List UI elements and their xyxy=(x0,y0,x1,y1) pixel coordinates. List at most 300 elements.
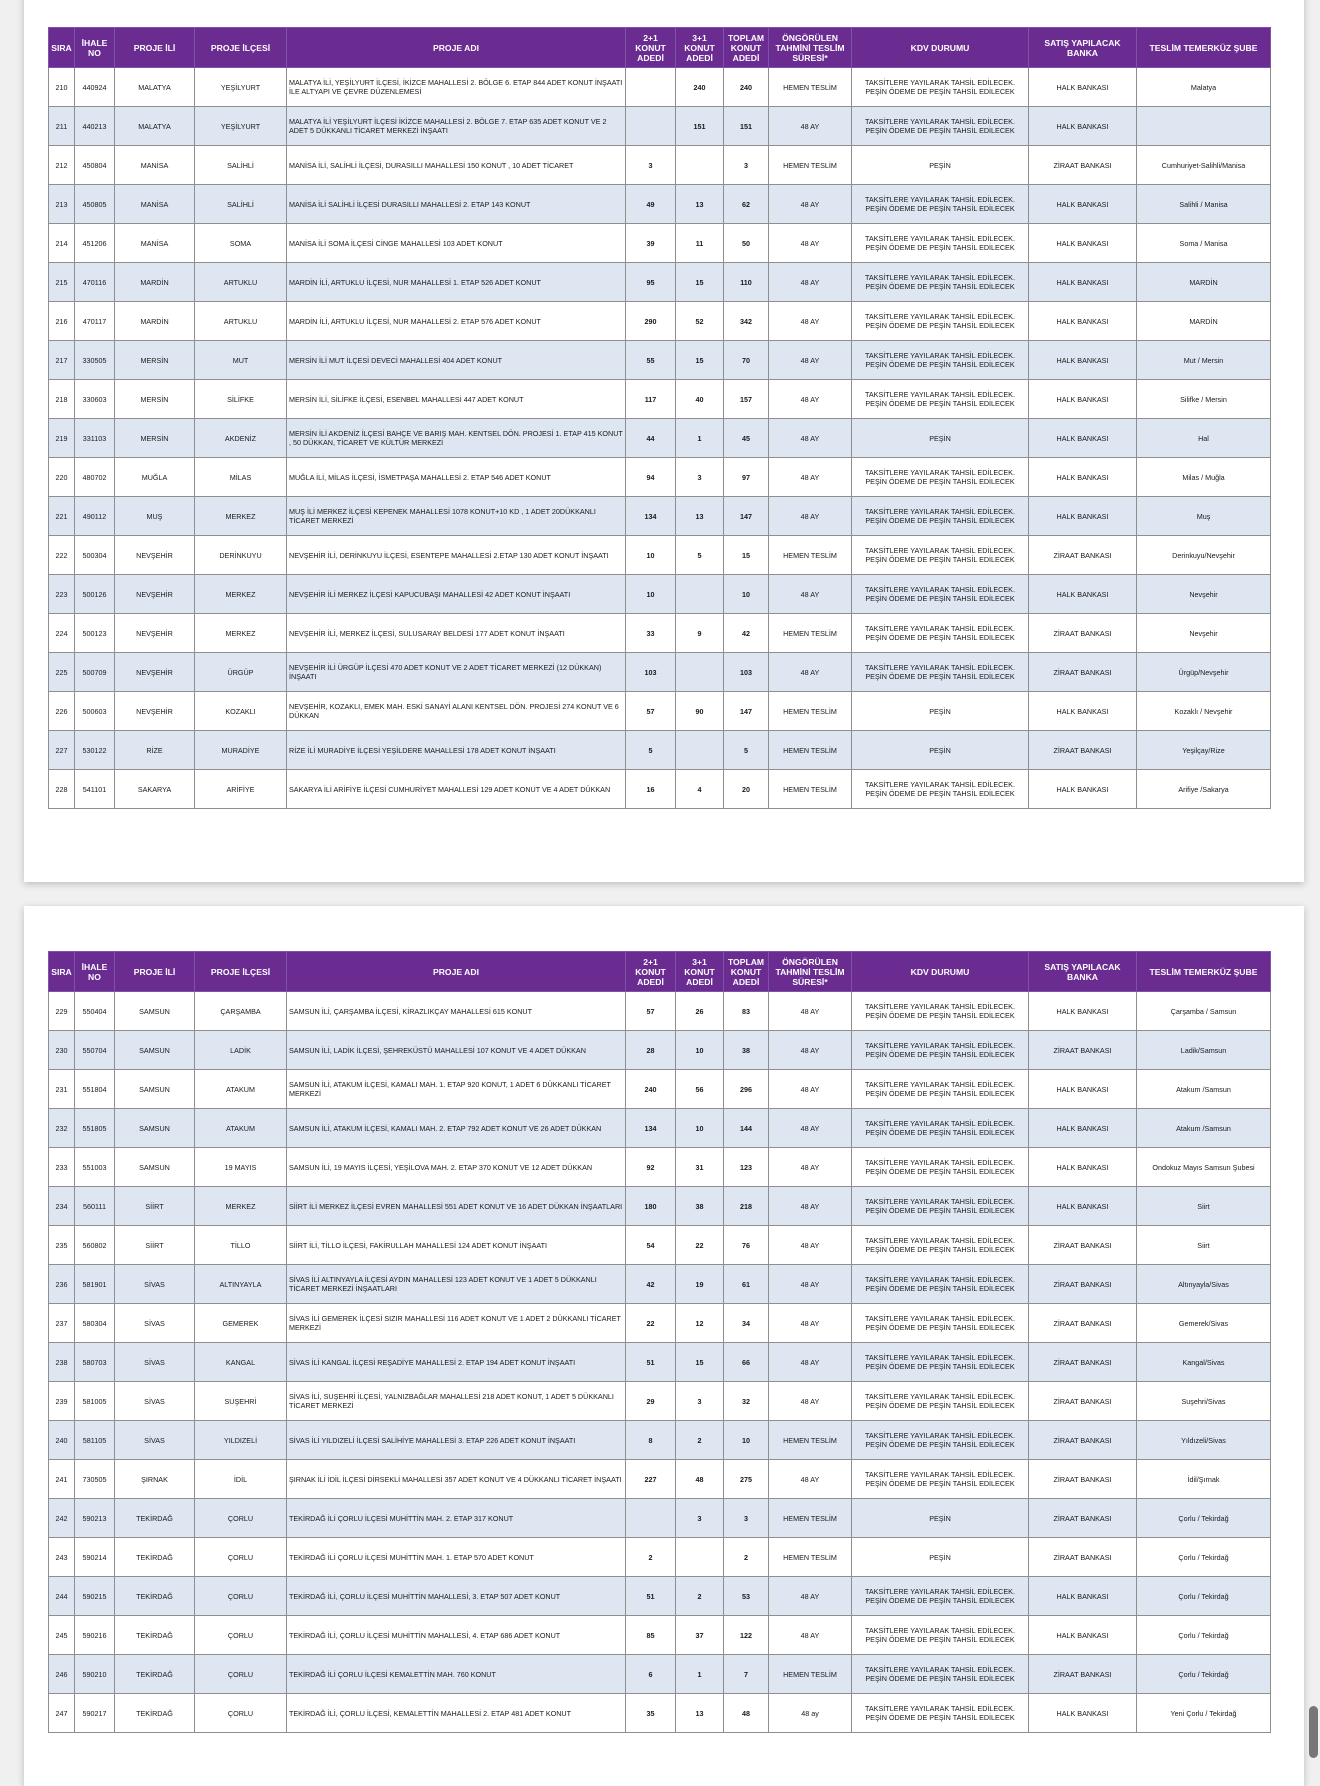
cell-proje-ili: SİVAS xyxy=(115,1343,195,1382)
cell-konut-2plus1: 92 xyxy=(626,1148,676,1187)
cell-banka: HALK BANKASI xyxy=(1029,770,1137,809)
cell-toplam-konut: 53 xyxy=(724,1577,769,1616)
cell-teslim-sube xyxy=(1137,107,1271,146)
cell-proje-ili: MARDİN xyxy=(115,263,195,302)
cell-teslim-sube: Cumhuriyet-Salihli/Manisa xyxy=(1137,146,1271,185)
cell-teslim-suresi: 48 AY xyxy=(769,992,852,1031)
cell-ihale-no: 500123 xyxy=(75,614,115,653)
cell-kdv-durumu: TAKSİTLERE YAYILARAK TAHSİL EDİLECEK. PEŞİN ÖDEME DE PEŞİN TAHSİL EDİLECEK xyxy=(852,1382,1029,1421)
cell-teslim-sube: Altınyayla/Sivas xyxy=(1137,1265,1271,1304)
cell-teslim-suresi: 48 AY xyxy=(769,1109,852,1148)
project-table-1 xyxy=(48,27,1271,809)
cell-konut-3plus1: 11 xyxy=(676,224,724,263)
cell-teslim-sube: Yıldızeli/Sivas xyxy=(1137,1421,1271,1460)
cell-konut-2plus1: 54 xyxy=(626,1226,676,1265)
cell-kdv-durumu: PEŞİN xyxy=(852,146,1029,185)
cell-teslim-suresi: HEMEN TESLİM xyxy=(769,692,852,731)
cell-sira: 210 xyxy=(49,68,75,107)
cell-kdv-durumu: TAKSİTLERE YAYILARAK TAHSİL EDİLECEK. PEŞİN ÖDEME DE PEŞİN TAHSİL EDİLECEK xyxy=(852,1031,1029,1070)
cell-konut-2plus1: 103 xyxy=(626,653,676,692)
table-row xyxy=(49,146,1271,185)
cell-ihale-no: 440213 xyxy=(75,107,115,146)
cell-ihale-no: 590217 xyxy=(75,1694,115,1733)
cell-proje-ili: MUŞ xyxy=(115,497,195,536)
table-body-1 xyxy=(49,68,1271,809)
cell-proje-ili: SİVAS xyxy=(115,1304,195,1343)
cell-teslim-suresi: 48 AY xyxy=(769,1382,852,1421)
cell-proje-ilcesi: ÇORLU xyxy=(195,1538,287,1577)
table-row xyxy=(49,1382,1271,1421)
cell-sira: 233 xyxy=(49,1148,75,1187)
cell-teslim-suresi: HEMEN TESLİM xyxy=(769,146,852,185)
cell-teslim-sube: Çarşamba / Samsun xyxy=(1137,992,1271,1031)
cell-sira: 213 xyxy=(49,185,75,224)
cell-konut-3plus1: 31 xyxy=(676,1148,724,1187)
cell-teslim-sube: Milas / Muğla xyxy=(1137,458,1271,497)
cell-teslim-sube: Çorlu / Tekirdağ xyxy=(1137,1499,1271,1538)
cell-sira: 231 xyxy=(49,1070,75,1109)
cell-konut-2plus1: 55 xyxy=(626,341,676,380)
cell-teslim-sube: Çorlu / Tekirdağ xyxy=(1137,1577,1271,1616)
header-proje-ilcesi: PROJE İLÇESİ xyxy=(195,952,287,992)
cell-kdv-durumu: TAKSİTLERE YAYILARAK TAHSİL EDİLECEK. PEŞİN ÖDEME DE PEŞİN TAHSİL EDİLECEK xyxy=(852,185,1029,224)
table-row xyxy=(49,992,1271,1031)
cell-konut-3plus1: 13 xyxy=(676,497,724,536)
cell-teslim-suresi: 48 AY xyxy=(769,1187,852,1226)
cell-konut-2plus1: 42 xyxy=(626,1265,676,1304)
cell-proje-ilcesi: ÇARŞAMBA xyxy=(195,992,287,1031)
cell-ihale-no: 551804 xyxy=(75,1070,115,1109)
cell-proje-adi: SİVAS İLİ GEMEREK İLÇESİ SIZIR MAHALLESİ 116 ADET KONUT VE 1 ADET 2 DÜKKANLI TİCARET MERKEZİ xyxy=(287,1304,626,1343)
header-ihale-no: İHALE NO xyxy=(75,28,115,68)
cell-toplam-konut: 2 xyxy=(724,1538,769,1577)
cell-proje-adi: MARDİN İLİ, ARTUKLU İLÇESİ, NUR MAHALLESİ 2. ETAP 576 ADET KONUT xyxy=(287,302,626,341)
cell-teslim-suresi: 48 AY xyxy=(769,419,852,458)
cell-proje-adi: MALATYA İLİ YEŞİLYURT İLÇESİ İKİZCE MAHALLESİ 2. BÖLGE 7. ETAP 635 ADET KONUT VE 2 ADET 5 DÜKKANLI TİCARET MERKEZİ İNŞAATI xyxy=(287,107,626,146)
cell-proje-adi: NEVŞEHİR İLİ, MERKEZ İLÇESİ, SULUSARAY BELDESİ 177 ADET KONUT İNŞAATI xyxy=(287,614,626,653)
table-row xyxy=(49,575,1271,614)
cell-konut-3plus1: 22 xyxy=(676,1226,724,1265)
cell-konut-3plus1: 38 xyxy=(676,1187,724,1226)
cell-teslim-sube: Nevşehir xyxy=(1137,575,1271,614)
cell-konut-3plus1: 4 xyxy=(676,770,724,809)
cell-konut-3plus1: 56 xyxy=(676,1070,724,1109)
cell-teslim-sube: MARDİN xyxy=(1137,302,1271,341)
cell-kdv-durumu: TAKSİTLERE YAYILARAK TAHSİL EDİLECEK. PEŞİN ÖDEME DE PEŞİN TAHSİL EDİLECEK xyxy=(852,653,1029,692)
cell-proje-ili: NEVŞEHİR xyxy=(115,692,195,731)
cell-proje-adi: TEKİRDAĞ İLİ, ÇORLU İLÇESİ MUHİTTİN MAHALLESİ, 4. ETAP 686 ADET KONUT xyxy=(287,1616,626,1655)
cell-teslim-sube: Ondokuz Mayıs Samsun Şubesi xyxy=(1137,1148,1271,1187)
cell-teslim-suresi: 48 AY xyxy=(769,1304,852,1343)
cell-toplam-konut: 42 xyxy=(724,614,769,653)
cell-proje-adi: MERSİN İLİ MUT İLÇESİ DEVECİ MAHALLESİ 404 ADET KONUT xyxy=(287,341,626,380)
cell-sira: 219 xyxy=(49,419,75,458)
cell-teslim-suresi: HEMEN TESLİM xyxy=(769,536,852,575)
cell-ihale-no: 331103 xyxy=(75,419,115,458)
cell-teslim-sube: Kangal/Sivas xyxy=(1137,1343,1271,1382)
cell-proje-ili: MANİSA xyxy=(115,185,195,224)
cell-konut-2plus1 xyxy=(626,1499,676,1538)
header-2plus1: 2+1 KONUT ADEDİ xyxy=(626,952,676,992)
cell-proje-ilcesi: ÜRGÜP xyxy=(195,653,287,692)
cell-konut-2plus1: 5 xyxy=(626,731,676,770)
cell-proje-adi: SİVAS İLİ YILDIZELİ İLÇESİ SALİHİYE MAHALLESİ 3. ETAP 226 ADET KONUT İNŞAATI xyxy=(287,1421,626,1460)
table-row xyxy=(49,1031,1271,1070)
cell-proje-adi: NEVŞEHİR, KOZAKLI, EMEK MAH. ESKİ SANAYİ ALANI KENTSEL DÖN. PROJESİ 274 KONUT VE 6 DÜKKAN xyxy=(287,692,626,731)
cell-ihale-no: 730505 xyxy=(75,1460,115,1499)
header-banka: SATIŞ YAPILACAK BANKA xyxy=(1029,28,1137,68)
cell-proje-adi: TEKİRDAĞ İLİ ÇORLU İLÇESİ MUHİTTİN MAH. 2. ETAP 317 KONUT xyxy=(287,1499,626,1538)
document-page-1 xyxy=(24,0,1304,882)
cell-konut-2plus1: 39 xyxy=(626,224,676,263)
cell-proje-ili: MERSİN xyxy=(115,341,195,380)
cell-proje-adi: RİZE İLİ MURADİYE İLÇESİ YEŞİLDERE MAHALLESİ 178 ADET KONUT İNŞAATI xyxy=(287,731,626,770)
table-row xyxy=(49,224,1271,263)
cell-teslim-suresi: 48 AY xyxy=(769,653,852,692)
header-ihale-no: İHALE NO xyxy=(75,952,115,992)
cell-ihale-no: 580304 xyxy=(75,1304,115,1343)
cell-kdv-durumu: PEŞİN xyxy=(852,1499,1029,1538)
cell-konut-2plus1 xyxy=(626,107,676,146)
cell-kdv-durumu: TAKSİTLERE YAYILARAK TAHSİL EDİLECEK. PEŞİN ÖDEME DE PEŞİN TAHSİL EDİLECEK xyxy=(852,770,1029,809)
cell-teslim-sube: Atakum /Samsun xyxy=(1137,1070,1271,1109)
cell-ihale-no: 530122 xyxy=(75,731,115,770)
cell-proje-adi: MUŞ İLİ MERKEZ İLÇESİ KEPENEK MAHALLESİ 1078 KONUT+10 KD , 1 ADET 20DÜKKANLI TİCARET MERKEZİ xyxy=(287,497,626,536)
cell-teslim-suresi: 48 AY xyxy=(769,107,852,146)
cell-proje-ili: MALATYA xyxy=(115,68,195,107)
cell-konut-2plus1: 10 xyxy=(626,575,676,614)
cell-proje-ilcesi: MERKEZ xyxy=(195,575,287,614)
cell-teslim-suresi: 48 AY xyxy=(769,1460,852,1499)
header-proje-ilcesi: PROJE İLÇESİ xyxy=(195,28,287,68)
cell-konut-3plus1: 15 xyxy=(676,1343,724,1382)
cell-ihale-no: 470117 xyxy=(75,302,115,341)
cell-teslim-suresi: HEMEN TESLİM xyxy=(769,731,852,770)
cell-teslim-sube: Ladik/Samsun xyxy=(1137,1031,1271,1070)
cell-teslim-suresi: HEMEN TESLİM xyxy=(769,1421,852,1460)
cell-kdv-durumu: PEŞİN xyxy=(852,419,1029,458)
cell-toplam-konut: 7 xyxy=(724,1655,769,1694)
cell-proje-ili: SAMSUN xyxy=(115,1070,195,1109)
cell-teslim-sube: Muş xyxy=(1137,497,1271,536)
cell-banka: HALK BANKASI xyxy=(1029,1148,1137,1187)
cell-proje-ilcesi: MUT xyxy=(195,341,287,380)
cell-proje-ilcesi: TİLLO xyxy=(195,1226,287,1265)
cell-proje-ilcesi: SUŞEHRİ xyxy=(195,1382,287,1421)
table-row xyxy=(49,1694,1271,1733)
cell-konut-3plus1: 3 xyxy=(676,1499,724,1538)
cell-banka: HALK BANKASI xyxy=(1029,458,1137,497)
cell-ihale-no: 581901 xyxy=(75,1265,115,1304)
cell-proje-ilcesi: MİLAS xyxy=(195,458,287,497)
cell-proje-ilcesi: MERKEZ xyxy=(195,614,287,653)
cell-kdv-durumu: TAKSİTLERE YAYILARAK TAHSİL EDİLECEK. PEŞİN ÖDEME DE PEŞİN TAHSİL EDİLECEK xyxy=(852,107,1029,146)
cell-proje-adi: MANİSA İLİ SOMA İLÇESİ CİNGE MAHALLESİ 103 ADET KONUT xyxy=(287,224,626,263)
cell-teslim-suresi: 48 AY xyxy=(769,380,852,419)
cell-sira: 243 xyxy=(49,1538,75,1577)
cell-teslim-sube: Kozaklı / Nevşehir xyxy=(1137,692,1271,731)
table-row xyxy=(49,1655,1271,1694)
cell-proje-ilcesi: ARTUKLU xyxy=(195,302,287,341)
cell-sira: 226 xyxy=(49,692,75,731)
cell-sira: 225 xyxy=(49,653,75,692)
cell-teslim-sube: Derinkuyu/Nevşehir xyxy=(1137,536,1271,575)
cell-konut-2plus1: 49 xyxy=(626,185,676,224)
cell-teslim-sube: Yeşilçay/Rize xyxy=(1137,731,1271,770)
cell-proje-ili: RİZE xyxy=(115,731,195,770)
cell-sira: 224 xyxy=(49,614,75,653)
cell-toplam-konut: 123 xyxy=(724,1148,769,1187)
table-row xyxy=(49,1265,1271,1304)
cell-konut-2plus1: 180 xyxy=(626,1187,676,1226)
table-row xyxy=(49,1616,1271,1655)
cell-teslim-suresi: 48 AY xyxy=(769,1070,852,1109)
cell-proje-ili: NEVŞEHİR xyxy=(115,536,195,575)
cell-konut-2plus1: 2 xyxy=(626,1538,676,1577)
cell-toplam-konut: 83 xyxy=(724,992,769,1031)
cell-teslim-suresi: 48 AY xyxy=(769,497,852,536)
cell-sira: 223 xyxy=(49,575,75,614)
cell-konut-2plus1: 94 xyxy=(626,458,676,497)
cell-teslim-sube: Çorlu / Tekirdağ xyxy=(1137,1538,1271,1577)
cell-proje-ili: NEVŞEHİR xyxy=(115,653,195,692)
cell-kdv-durumu: TAKSİTLERE YAYILARAK TAHSİL EDİLECEK. PEŞİN ÖDEME DE PEŞİN TAHSİL EDİLECEK xyxy=(852,497,1029,536)
cell-banka: ZİRAAT BANKASI xyxy=(1029,1031,1137,1070)
document-page-2 xyxy=(24,906,1304,1786)
cell-konut-2plus1: 51 xyxy=(626,1343,676,1382)
cell-banka: HALK BANKASI xyxy=(1029,1577,1137,1616)
cell-konut-3plus1: 48 xyxy=(676,1460,724,1499)
table-row xyxy=(49,1343,1271,1382)
cell-proje-ili: SAMSUN xyxy=(115,992,195,1031)
cell-banka: HALK BANKASI xyxy=(1029,497,1137,536)
cell-toplam-konut: 66 xyxy=(724,1343,769,1382)
cell-konut-2plus1: 95 xyxy=(626,263,676,302)
cell-toplam-konut: 38 xyxy=(724,1031,769,1070)
cell-ihale-no: 330603 xyxy=(75,380,115,419)
cell-proje-ilcesi: ÇORLU xyxy=(195,1499,287,1538)
cell-proje-ilcesi: ATAKUM xyxy=(195,1109,287,1148)
cell-banka: HALK BANKASI xyxy=(1029,185,1137,224)
cell-sira: 238 xyxy=(49,1343,75,1382)
cell-proje-adi: SİVAS İLİ ALTINYAYLA İLÇESİ AYDIN MAHALLESİ 123 ADET KONUT VE 1 ADET 5 DÜKKANLI TİCARET MERKEZİ İNŞAATLARI xyxy=(287,1265,626,1304)
cell-sira: 241 xyxy=(49,1460,75,1499)
cell-proje-ilcesi: YEŞİLYURT xyxy=(195,107,287,146)
cell-kdv-durumu: TAKSİTLERE YAYILARAK TAHSİL EDİLECEK. PEŞİN ÖDEME DE PEŞİN TAHSİL EDİLECEK xyxy=(852,68,1029,107)
cell-kdv-durumu: PEŞİN xyxy=(852,1538,1029,1577)
cell-teslim-suresi: 48 AY xyxy=(769,1265,852,1304)
cell-teslim-suresi: HEMEN TESLİM xyxy=(769,1499,852,1538)
cell-proje-ilcesi: ÇORLU xyxy=(195,1694,287,1733)
cell-proje-ilcesi: DERİNKUYU xyxy=(195,536,287,575)
cell-proje-ilcesi: YEŞİLYURT xyxy=(195,68,287,107)
cell-teslim-sube: Soma / Manisa xyxy=(1137,224,1271,263)
cell-konut-3plus1: 12 xyxy=(676,1304,724,1343)
cell-proje-ilcesi: GEMEREK xyxy=(195,1304,287,1343)
cell-banka: HALK BANKASI xyxy=(1029,992,1137,1031)
table-row xyxy=(49,107,1271,146)
header-proje-adi: PROJE ADI xyxy=(287,28,626,68)
cell-banka: HALK BANKASI xyxy=(1029,380,1137,419)
cell-ihale-no: 590213 xyxy=(75,1499,115,1538)
header-proje-ili: PROJE İLİ xyxy=(115,952,195,992)
cell-ihale-no: 560111 xyxy=(75,1187,115,1226)
cell-ihale-no: 551003 xyxy=(75,1148,115,1187)
cell-kdv-durumu: TAKSİTLERE YAYILARAK TAHSİL EDİLECEK. PEŞİN ÖDEME DE PEŞİN TAHSİL EDİLECEK xyxy=(852,1226,1029,1265)
cell-konut-3plus1: 2 xyxy=(676,1421,724,1460)
cell-proje-adi: NEVŞEHİR İLİ ÜRGÜP İLÇESİ 470 ADET KONUT VE 2 ADET TİCARET MERKEZİ (12 DÜKKAN) İNŞAATI xyxy=(287,653,626,692)
cell-proje-ili: ŞIRNAK xyxy=(115,1460,195,1499)
cell-proje-adi: TEKİRDAĞ İLİ ÇORLU İLÇESİ MUHİTTİN MAH. 1. ETAP 570 ADET KONUT xyxy=(287,1538,626,1577)
cell-konut-2plus1: 3 xyxy=(626,146,676,185)
cell-kdv-durumu: TAKSİTLERE YAYILARAK TAHSİL EDİLECEK. PEŞİN ÖDEME DE PEŞİN TAHSİL EDİLECEK xyxy=(852,1148,1029,1187)
cell-teslim-sube: Yeni Çorlu / Tekirdağ xyxy=(1137,1694,1271,1733)
cell-proje-ili: SAKARYA xyxy=(115,770,195,809)
cell-konut-2plus1: 16 xyxy=(626,770,676,809)
cell-proje-ili: MUĞLA xyxy=(115,458,195,497)
cell-konut-3plus1: 5 xyxy=(676,536,724,575)
cell-kdv-durumu: TAKSİTLERE YAYILARAK TAHSİL EDİLECEK. PEŞİN ÖDEME DE PEŞİN TAHSİL EDİLECEK xyxy=(852,1616,1029,1655)
cell-konut-2plus1: 85 xyxy=(626,1616,676,1655)
cell-ihale-no: 470116 xyxy=(75,263,115,302)
cell-proje-adi: SİİRT İLİ, TİLLO İLÇESİ, FAKİRULLAH MAHALLESİ 124 ADET KONUT İNŞAATI xyxy=(287,1226,626,1265)
table-row xyxy=(49,185,1271,224)
cell-ihale-no: 590215 xyxy=(75,1577,115,1616)
cell-konut-2plus1 xyxy=(626,68,676,107)
cell-banka: ZİRAAT BANKASI xyxy=(1029,653,1137,692)
cell-proje-ilcesi: ALTINYAYLA xyxy=(195,1265,287,1304)
cell-banka: HALK BANKASI xyxy=(1029,107,1137,146)
cell-toplam-konut: 3 xyxy=(724,146,769,185)
cell-sira: 212 xyxy=(49,146,75,185)
cell-ihale-no: 500304 xyxy=(75,536,115,575)
cell-proje-ilcesi: ARTUKLU xyxy=(195,263,287,302)
cell-teslim-sube: Siirt xyxy=(1137,1187,1271,1226)
cell-sira: 239 xyxy=(49,1382,75,1421)
cell-sira: 228 xyxy=(49,770,75,809)
cell-proje-adi: MANİSA İLİ SALİHLİ İLÇESİ DURASILLI MAHALLESİ 2. ETAP 143 KONUT xyxy=(287,185,626,224)
cell-proje-ilcesi: SOMA xyxy=(195,224,287,263)
cell-proje-ilcesi: SALİHLİ xyxy=(195,185,287,224)
cell-ihale-no: 551805 xyxy=(75,1109,115,1148)
cell-konut-2plus1: 57 xyxy=(626,692,676,731)
table-row xyxy=(49,341,1271,380)
cell-konut-3plus1: 90 xyxy=(676,692,724,731)
cell-proje-adi: MUĞLA İLİ, MİLAS İLÇESİ, İSMETPAŞA MAHALLESİ 2. ETAP 546 ADET KONUT xyxy=(287,458,626,497)
cell-toplam-konut: 151 xyxy=(724,107,769,146)
table-row xyxy=(49,1070,1271,1109)
cell-toplam-konut: 48 xyxy=(724,1694,769,1733)
cell-teslim-suresi: 48 AY xyxy=(769,341,852,380)
cell-sira: 221 xyxy=(49,497,75,536)
cell-sira: 232 xyxy=(49,1109,75,1148)
cell-konut-3plus1: 10 xyxy=(676,1031,724,1070)
cell-proje-ilcesi: MERKEZ xyxy=(195,1187,287,1226)
cell-proje-ilcesi: ÇORLU xyxy=(195,1616,287,1655)
cell-toplam-konut: 157 xyxy=(724,380,769,419)
cell-proje-adi: MERSİN İLİ AKDENİZ İLÇESİ BAHÇE VE BARIŞ MAH. KENTSEL DÖN. PROJESİ 1. ETAP 415 KONUT , 50 DÜKKAN, TİCARET VE KÜLTÜR MERKEZİ xyxy=(287,419,626,458)
cell-kdv-durumu: TAKSİTLERE YAYILARAK TAHSİL EDİLECEK. PEŞİN ÖDEME DE PEŞİN TAHSİL EDİLECEK xyxy=(852,1421,1029,1460)
cell-ihale-no: 480702 xyxy=(75,458,115,497)
cell-teslim-suresi: 48 AY xyxy=(769,185,852,224)
cell-teslim-suresi: 48 AY xyxy=(769,575,852,614)
cell-konut-3plus1: 40 xyxy=(676,380,724,419)
cell-kdv-durumu: TAKSİTLERE YAYILARAK TAHSİL EDİLECEK. PEŞİN ÖDEME DE PEŞİN TAHSİL EDİLECEK xyxy=(852,263,1029,302)
cell-proje-ili: MARDİN xyxy=(115,302,195,341)
cell-kdv-durumu: TAKSİTLERE YAYILARAK TAHSİL EDİLECEK. PEŞİN ÖDEME DE PEŞİN TAHSİL EDİLECEK xyxy=(852,302,1029,341)
cell-sira: 246 xyxy=(49,1655,75,1694)
cell-toplam-konut: 61 xyxy=(724,1265,769,1304)
cell-konut-3plus1 xyxy=(676,653,724,692)
cell-konut-3plus1: 26 xyxy=(676,992,724,1031)
cell-teslim-sube: Salihli / Manisa xyxy=(1137,185,1271,224)
cell-kdv-durumu: TAKSİTLERE YAYILARAK TAHSİL EDİLECEK. PEŞİN ÖDEME DE PEŞİN TAHSİL EDİLECEK xyxy=(852,1070,1029,1109)
table-row xyxy=(49,1187,1271,1226)
cell-teslim-suresi: 48 AY xyxy=(769,458,852,497)
cell-kdv-durumu: TAKSİTLERE YAYILARAK TAHSİL EDİLECEK. PEŞİN ÖDEME DE PEŞİN TAHSİL EDİLECEK xyxy=(852,1187,1029,1226)
cell-konut-3plus1 xyxy=(676,1538,724,1577)
cell-kdv-durumu: TAKSİTLERE YAYILARAK TAHSİL EDİLECEK. PEŞİN ÖDEME DE PEŞİN TAHSİL EDİLECEK xyxy=(852,1109,1029,1148)
cell-ihale-no: 450804 xyxy=(75,146,115,185)
cell-toplam-konut: 147 xyxy=(724,692,769,731)
cell-teslim-suresi: HEMEN TESLİM xyxy=(769,770,852,809)
cell-proje-ili: NEVŞEHİR xyxy=(115,614,195,653)
cell-proje-ili: TEKİRDAĞ xyxy=(115,1694,195,1733)
cell-kdv-durumu: TAKSİTLERE YAYILARAK TAHSİL EDİLECEK. PEŞİN ÖDEME DE PEŞİN TAHSİL EDİLECEK xyxy=(852,1304,1029,1343)
cell-konut-3plus1: 9 xyxy=(676,614,724,653)
cell-toplam-konut: 240 xyxy=(724,68,769,107)
cell-teslim-sube: Çorlu / Tekirdağ xyxy=(1137,1616,1271,1655)
cell-teslim-sube: Çorlu / Tekirdağ xyxy=(1137,1655,1271,1694)
cell-banka: ZİRAAT BANKASI xyxy=(1029,1499,1137,1538)
cell-kdv-durumu: TAKSİTLERE YAYILARAK TAHSİL EDİLECEK. PEŞİN ÖDEME DE PEŞİN TAHSİL EDİLECEK xyxy=(852,1343,1029,1382)
cell-teslim-sube: Siirt xyxy=(1137,1226,1271,1265)
cell-konut-2plus1: 117 xyxy=(626,380,676,419)
header-3plus1: 3+1 KONUT ADEDİ xyxy=(676,28,724,68)
table-row xyxy=(49,1577,1271,1616)
cell-konut-3plus1 xyxy=(676,575,724,614)
cell-kdv-durumu: TAKSİTLERE YAYILARAK TAHSİL EDİLECEK. PEŞİN ÖDEME DE PEŞİN TAHSİL EDİLECEK xyxy=(852,992,1029,1031)
cell-konut-2plus1: 33 xyxy=(626,614,676,653)
cell-kdv-durumu: TAKSİTLERE YAYILARAK TAHSİL EDİLECEK. PEŞİN ÖDEME DE PEŞİN TAHSİL EDİLECEK xyxy=(852,341,1029,380)
table-row xyxy=(49,1421,1271,1460)
cell-toplam-konut: 10 xyxy=(724,575,769,614)
cell-konut-2plus1: 29 xyxy=(626,1382,676,1421)
cell-banka: ZİRAAT BANKASI xyxy=(1029,731,1137,770)
cell-ihale-no: 581105 xyxy=(75,1421,115,1460)
cell-konut-3plus1: 15 xyxy=(676,263,724,302)
cell-toplam-konut: 10 xyxy=(724,1421,769,1460)
cell-proje-adi: SİİRT İLİ MERKEZ İLÇESİ EVREN MAHALLESİ 551 ADET KONUT VE 16 ADET DÜKKAN İNŞAATLARI xyxy=(287,1187,626,1226)
cell-proje-ilcesi: SİLİFKE xyxy=(195,380,287,419)
cell-konut-3plus1 xyxy=(676,731,724,770)
cell-toplam-konut: 5 xyxy=(724,731,769,770)
table-row xyxy=(49,1226,1271,1265)
cell-banka: HALK BANKASI xyxy=(1029,575,1137,614)
cell-proje-ilcesi: SALİHLİ xyxy=(195,146,287,185)
cell-banka: ZİRAAT BANKASI xyxy=(1029,1343,1137,1382)
table-row xyxy=(49,380,1271,419)
scrollbar-thumb[interactable] xyxy=(1309,1706,1318,1758)
cell-kdv-durumu: PEŞİN xyxy=(852,692,1029,731)
cell-proje-ilcesi: YILDIZELİ xyxy=(195,1421,287,1460)
cell-ihale-no: 330505 xyxy=(75,341,115,380)
cell-proje-ili: SİVAS xyxy=(115,1382,195,1421)
cell-konut-3plus1: 37 xyxy=(676,1616,724,1655)
cell-konut-2plus1: 44 xyxy=(626,419,676,458)
cell-teslim-sube: Suşehri/Sivas xyxy=(1137,1382,1271,1421)
cell-proje-ili: MANİSA xyxy=(115,146,195,185)
